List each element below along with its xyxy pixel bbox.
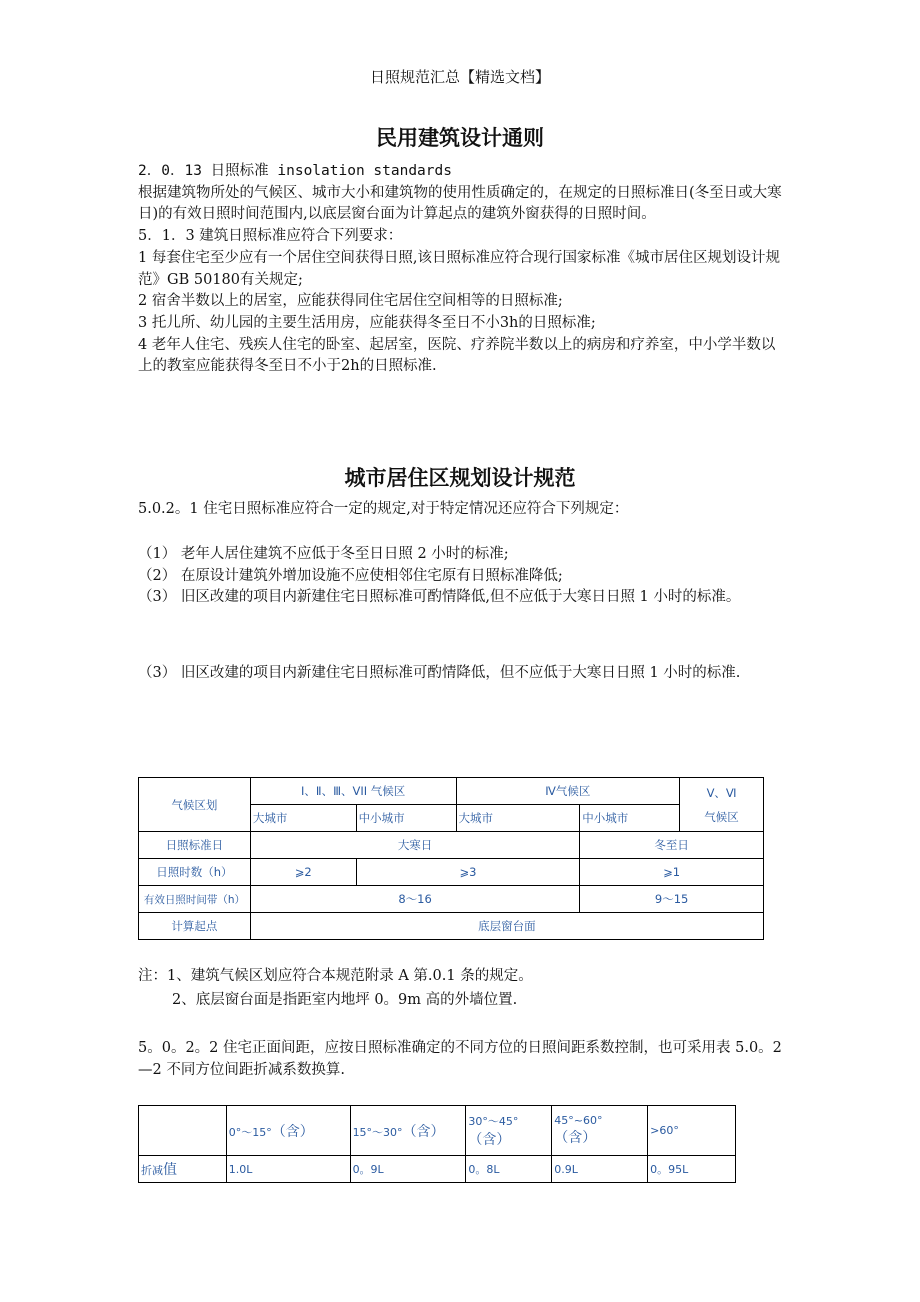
zone-c-header <box>680 778 764 832</box>
start-label: 计算起点 <box>139 913 251 940</box>
inclusive-mark: （含） <box>468 1131 511 1148</box>
zone-a-header: Ⅰ、Ⅱ、Ⅲ、VII 气候区 <box>250 778 456 805</box>
angle-text: 30°～45° <box>468 1114 519 1128</box>
clause-513: 5．1．3 建筑日照标准应符合下列要求： <box>138 228 403 245</box>
angle-header <box>466 1106 552 1156</box>
spacing-paragraph: 5。0。2。2 住宅正面间距，应按日照标准确定的不同方位的日照间距系数控制，也可采用表 5.0。2—2 不同方位间距折减系数换算. <box>138 1040 782 1078</box>
section1-body <box>138 161 788 378</box>
hours-value-1: ⩾2 <box>250 859 356 886</box>
notes <box>138 964 788 1012</box>
band-value-1: 8～16 <box>250 886 579 913</box>
inclusive-mark: （含） <box>554 1130 597 1146</box>
std-day-dongzhi: 冬至日 <box>580 832 764 859</box>
rule-item: （3） 旧区改建的项目内新建住宅日照标准可酌情降低,但不应低于大寒日日照 1 小时的标准。 <box>138 589 741 606</box>
section1-title: 民用建筑设计通则 <box>376 126 544 150</box>
rule-item: （1） 老年人居住建筑不应低于冬至日日照 2 小时的标准; <box>138 546 509 562</box>
hours-label: 日照时数（h） <box>139 859 251 886</box>
inclusive-mark: （含） <box>271 1123 314 1140</box>
small-city-a: 中小城市 <box>356 805 456 832</box>
band-value-2: 9～15 <box>580 886 764 913</box>
requirement-item: 3 托儿所、幼儿园的主要生活用房，应能获得冬至日不小3h的日照标准; <box>138 314 596 331</box>
angle-header <box>226 1106 350 1156</box>
section2-items <box>138 544 788 609</box>
document-header: 日照规范汇总【精选文档】 <box>369 68 550 86</box>
empty-corner <box>139 1106 227 1156</box>
reduction-coefficient-table <box>138 1105 736 1183</box>
definition-line: 2．0．13 日照标准 insolation standards <box>138 163 452 179</box>
coef-value: 0。9L <box>350 1156 466 1183</box>
inclusive-mark: （含） <box>402 1123 445 1140</box>
climate-zone-label: 气候区划 <box>139 778 251 832</box>
section2-title: 城市居住区规划设计规范 <box>344 466 576 490</box>
coef-value: 0.9L <box>552 1156 648 1183</box>
zone-c-line1: Ⅴ、Ⅵ <box>706 785 737 800</box>
big-city-b: 大城市 <box>456 805 580 832</box>
rule-item: （2） 在原设计建筑外增加设施不应使相邻住宅原有日照标准降低; <box>138 567 563 584</box>
zone-b-header: Ⅳ气候区 <box>456 778 680 805</box>
angle-header <box>648 1106 736 1156</box>
small-city-b: 中小城市 <box>580 805 680 832</box>
insolation-standard-table <box>138 777 764 940</box>
std-day-label: 日照标准日 <box>139 832 251 859</box>
angle-text: >60° <box>650 1124 679 1137</box>
std-day-dahan: 大寒日 <box>250 832 579 859</box>
angle-text: 45°~60° <box>554 1114 603 1127</box>
coef-value: 1.0L <box>226 1156 350 1183</box>
coef-value: 0。8L <box>466 1156 552 1183</box>
requirement-item: 1 每套住宅至少应有一个居住空间获得日照,该日照标准应符合现行国家标准《城市居住区规划设计规范》GB 50180有关规定; <box>138 249 780 288</box>
row-label <box>139 1156 227 1183</box>
hours-value-2: ⩾3 <box>356 859 580 886</box>
definition-text: 根据建筑物所处的气候区、城市大小和建筑物的使用性质确定的，在规定的日照标准日(冬至日或大寒日)的有效日照时间范围内,以底层窗台面为计算起点的建筑外窗获得的日照时间。 <box>138 184 782 223</box>
zone-c-line2: 气候区 <box>704 809 739 824</box>
coef-value: 0。95L <box>648 1156 736 1183</box>
rule-item-repeat: （3） 旧区改建的项目内新建住宅日照标准可酌情降低，但不应低于大寒日日照 1 小时的标准. <box>138 665 741 681</box>
requirement-item: 2 宿舍半数以上的居室，应能获得同住宅居住空间相等的日照标准; <box>138 293 563 310</box>
hours-value-3: ⩾1 <box>580 859 764 886</box>
angle-header <box>350 1106 466 1156</box>
angle-text: 0°～15° <box>228 1125 272 1139</box>
start-value: 底层窗台面 <box>250 913 763 940</box>
angle-text: 15°～30° <box>352 1125 403 1139</box>
note-2: 2、底层窗台面是指距室内地坪 0。9m 高的外墙位置. <box>172 992 518 1008</box>
note-1: 注：1、建筑气候区划应符合本规范附录 A 第.0.1 条的规定。 <box>138 968 533 984</box>
angle-header <box>552 1106 648 1156</box>
big-city-a: 大城市 <box>250 805 356 832</box>
row-label-a: 折减 <box>141 1164 163 1177</box>
requirement-item: 4 老年人住宅、残疾人住宅的卧室、起居室，医院、疗养院半数以上的病房和疗养室，中小学半数以上的教室应能获得冬至日不小于2h的日照标准. <box>138 336 776 375</box>
band-label: 有效日照时间带（h） <box>139 886 251 913</box>
row-label-b: 值 <box>163 1162 177 1178</box>
section2-clause: 5.0.2。1 住宅日照标准应符合一定的规定,对于特定情况还应符合下列规定： <box>138 501 629 517</box>
